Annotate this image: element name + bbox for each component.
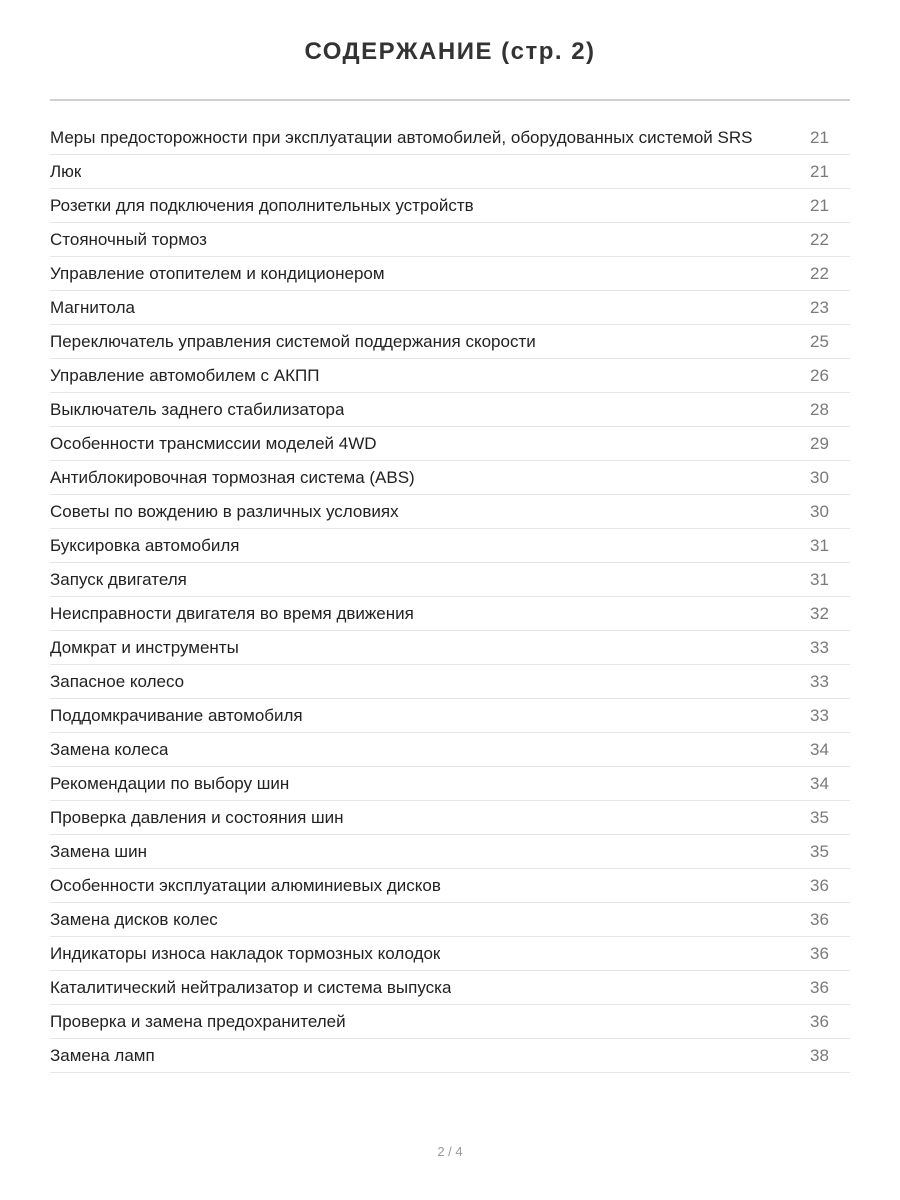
toc-entry-title: Магнитола [50, 297, 135, 317]
title-divider [50, 99, 850, 101]
toc-entry[interactable] [50, 359, 850, 393]
toc-entry-title: Розетки для подключения дополнительных устройств [50, 195, 474, 215]
toc-entry-page-number: 35 [810, 807, 829, 827]
toc-entry[interactable] [50, 189, 850, 223]
toc-entry-title: Замена шин [50, 841, 147, 861]
toc-entry-page-number: 22 [810, 263, 829, 283]
toc-entry[interactable] [50, 1039, 850, 1073]
toc-entry-page-number: 36 [810, 943, 829, 963]
toc-entry-title: Замена колеса [50, 739, 169, 759]
toc-entry[interactable] [50, 121, 850, 155]
toc-entry-page-number: 29 [810, 433, 829, 453]
toc-entry[interactable] [50, 937, 850, 971]
toc-entry[interactable] [50, 835, 850, 869]
toc-entry-page-number: 38 [810, 1045, 829, 1065]
toc-entry-title: Переключатель управления системой поддержания скорости [50, 331, 536, 351]
toc-entry-title: Проверка и замена предохранителей [50, 1011, 346, 1031]
toc-entry-page-number: 36 [810, 1011, 829, 1031]
toc-entry-page-number: 34 [810, 739, 829, 759]
toc-entry-page-number: 25 [810, 331, 829, 351]
toc-entry-title: Рекомендации по выбору шин [50, 773, 290, 793]
toc-entry[interactable] [50, 597, 850, 631]
toc-entry-page-number: 33 [810, 705, 829, 725]
toc-entry-page-number: 36 [810, 875, 829, 895]
toc-entry[interactable] [50, 699, 850, 733]
toc-entry-title: Проверка давления и состояния шин [50, 807, 344, 827]
toc-entry[interactable] [50, 869, 850, 903]
toc-entry-title: Управление отопителем и кондиционером [50, 263, 385, 283]
toc-entry-page-number: 31 [810, 569, 829, 589]
toc-entry-title: Советы по вождению в различных условиях [50, 501, 399, 521]
toc-entry-page-number: 23 [810, 297, 829, 317]
toc-entry-page-number: 26 [810, 365, 829, 385]
toc-entry[interactable] [50, 393, 850, 427]
toc-entry[interactable] [50, 155, 850, 189]
toc-entry-title: Особенности эксплуатации алюминиевых дисков [50, 875, 441, 895]
toc-entry[interactable] [50, 427, 850, 461]
toc-entry[interactable] [50, 223, 850, 257]
toc-entry[interactable] [50, 733, 850, 767]
toc-entry-title: Люк [50, 161, 82, 181]
toc-entry-page-number: 31 [810, 535, 829, 555]
toc-entry-page-number: 33 [810, 637, 829, 657]
toc-entry-page-number: 32 [810, 603, 829, 623]
toc-entry-title: Меры предосторожности при эксплуатации автомобилей, оборудованных системой SRS [50, 127, 753, 147]
toc-entry-page-number: 22 [810, 229, 829, 249]
toc-entry-title: Запуск двигателя [50, 569, 187, 589]
toc-entry[interactable] [50, 257, 850, 291]
toc-entry-page-number: 30 [810, 501, 829, 521]
toc-entry[interactable] [50, 529, 850, 563]
toc-entry[interactable] [50, 1005, 850, 1039]
toc-entry-page-number: 36 [810, 909, 829, 929]
toc-entry-title: Стояночный тормоз [50, 229, 207, 249]
toc-entry-title: Замена ламп [50, 1045, 155, 1065]
toc-entry-title: Антиблокировочная тормозная система (ABS) [50, 467, 415, 487]
toc-entry[interactable] [50, 325, 850, 359]
toc-entry[interactable] [50, 495, 850, 529]
toc-entry-title: Выключатель заднего стабилизатора [50, 399, 345, 419]
toc-entry-page-number: 28 [810, 399, 829, 419]
toc-entry[interactable] [50, 903, 850, 937]
toc-entry-page-number: 30 [810, 467, 829, 487]
toc-entry-page-number: 35 [810, 841, 829, 861]
toc-entry-page-number: 21 [810, 127, 829, 147]
toc-entry-page-number: 21 [810, 161, 829, 181]
toc-entry[interactable] [50, 563, 850, 597]
toc-entry-title: Поддомкрачивание автомобиля [50, 705, 303, 725]
table-of-contents [50, 121, 850, 1073]
toc-entry-title: Домкрат и инструменты [50, 637, 239, 657]
toc-entry-page-number: 34 [810, 773, 829, 793]
toc-entry[interactable] [50, 665, 850, 699]
toc-entry[interactable] [50, 801, 850, 835]
toc-entry[interactable] [50, 291, 850, 325]
toc-entry-title: Буксировка автомобиля [50, 535, 240, 555]
toc-entry-title: Особенности трансмиссии моделей 4WD [50, 433, 377, 453]
page-title: СОДЕРЖАНИЕ (стр. 2) [304, 38, 596, 65]
toc-entry-title: Управление автомобилем с АКПП [50, 365, 320, 385]
page-indicator: 2 / 4 [437, 1144, 463, 1159]
toc-entry-page-number: 21 [810, 195, 829, 215]
toc-entry[interactable] [50, 461, 850, 495]
toc-entry-page-number: 33 [810, 671, 829, 691]
toc-entry-title: Каталитический нейтрализатор и система выпуска [50, 977, 452, 997]
toc-entry-title: Неисправности двигателя во время движения [50, 603, 414, 623]
toc-entry[interactable] [50, 767, 850, 801]
toc-entry-title: Замена дисков колес [50, 909, 218, 929]
toc-entry[interactable] [50, 971, 850, 1005]
toc-entry-title: Запасное колесо [50, 671, 185, 691]
toc-entry-title: Индикаторы износа накладок тормозных колодок [50, 943, 441, 963]
toc-entry[interactable] [50, 631, 850, 665]
toc-entry-page-number: 36 [810, 977, 829, 997]
